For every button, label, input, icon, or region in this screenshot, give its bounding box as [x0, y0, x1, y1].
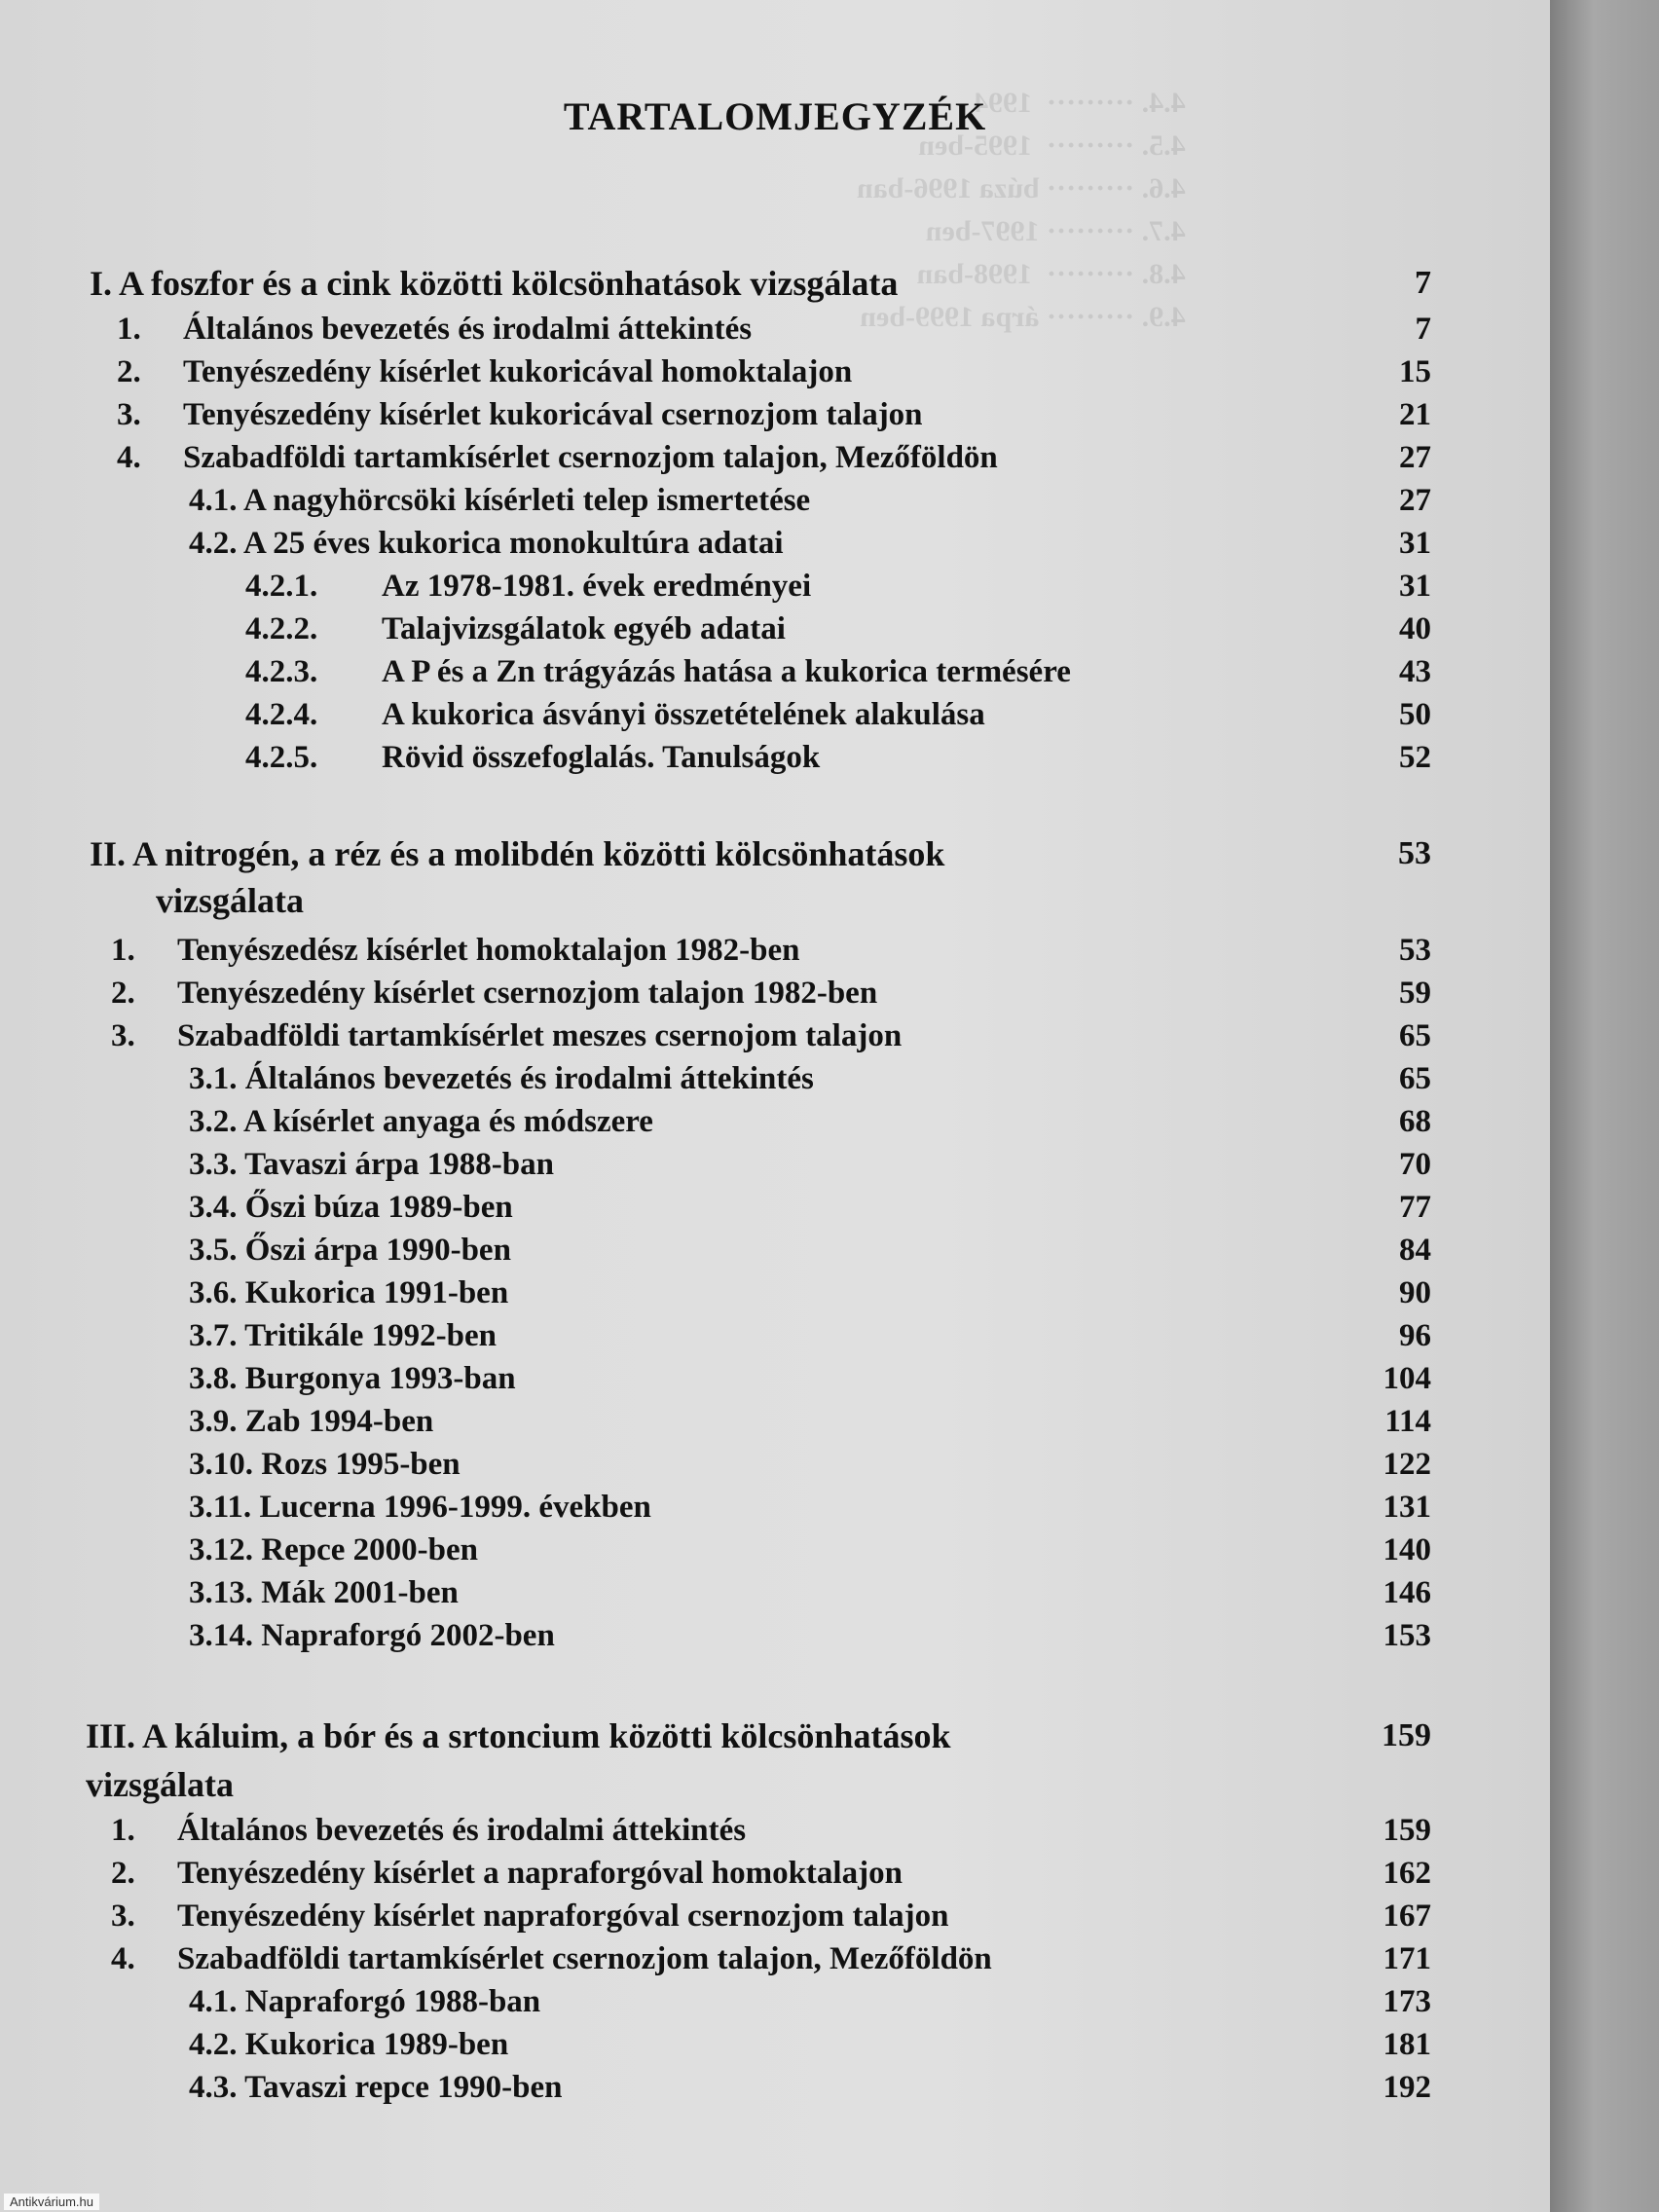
toc-page-number: 192: [1382, 2070, 1431, 2105]
toc-page-number: 43: [1399, 654, 1431, 689]
toc-entry-title: Tenyészedény kísérlet napraforgóval csernozjom talajon: [177, 1899, 949, 1934]
page-edge-shadow: [1550, 0, 1659, 2212]
toc-entry-number: 4.1.: [189, 483, 238, 518]
toc-entry-title: Tenyészedész kísérlet homoktalajon 1982-ben: [177, 933, 800, 968]
toc-page-number: 159: [1382, 1813, 1431, 1848]
toc-page-number: 7: [1415, 265, 1431, 301]
toc-page-number: 84: [1399, 1233, 1431, 1268]
toc-entry-number: 4.2.: [189, 526, 238, 561]
toc-page-number: 70: [1399, 1147, 1431, 1182]
toc-page-number: 31: [1399, 526, 1431, 561]
toc-page-number: 53: [1398, 835, 1431, 871]
toc-page-number: 7: [1415, 312, 1431, 347]
toc-page-number: 65: [1399, 1018, 1431, 1053]
toc-entry: [189, 1573, 459, 1612]
toc-entry-title: A nagyhörcsöki kísérleti telep ismertetése: [242, 483, 811, 518]
toc-entry-number: II.: [90, 834, 127, 873]
toc-entry-title: A foszfor és a cink közötti kölcsönhatások vizsgálata: [119, 264, 899, 303]
toc-page-number: 114: [1384, 1404, 1431, 1439]
toc-entry-number: 1.: [111, 1813, 135, 1848]
toc-entry-title: Tenyészedény kísérlet a napraforgóval homoktalajon: [177, 1856, 903, 1891]
toc-entry: [189, 1616, 555, 1655]
toc-page-number: 40: [1399, 611, 1431, 646]
toc-page-number: 59: [1399, 976, 1431, 1011]
toc-page-number: 159: [1382, 1717, 1431, 1753]
toc-page-number: 65: [1399, 1061, 1431, 1096]
toc-entry-number: 4.: [111, 1941, 135, 1976]
toc-page-number: 53: [1399, 933, 1431, 968]
toc-entry-number: 3.4.: [189, 1190, 238, 1225]
toc-page-number: 90: [1399, 1275, 1431, 1310]
toc-entry-number: 2.: [111, 976, 135, 1011]
toc-entry-title: Rövid összefoglalás. Tanulságok: [382, 740, 821, 775]
toc-chapter: [86, 1714, 950, 1758]
toc-page-number: 104: [1382, 1361, 1431, 1396]
toc-entry-title: Napraforgó 2002-ben: [261, 1618, 555, 1653]
toc-entry: [189, 524, 784, 563]
toc-entry-number: 3.5.: [189, 1233, 238, 1268]
toc-chapter-continuation: vizsgálata: [156, 881, 304, 920]
toc-entry-title: Zab 1994-ben: [244, 1404, 434, 1439]
toc-entry: [189, 1059, 814, 1098]
toc-entry-number: III.: [86, 1716, 136, 1755]
show-through-text: 4.4. ········· 1994 4.5. ········· 1995-ben 4.6. ········· búza 1996-ban 4.7. ········· 1997-ben 4.8. ········· 1998-ban 4.9. ········· árpa 1999-ben: [857, 87, 1186, 333]
toc-entry-title: Az 1978-1981. évek eredményei: [382, 569, 812, 604]
toc-entry-title: Szabadföldi tartamkísérlet csernozjom talajon, Mezőföldön: [183, 440, 998, 475]
toc-entry-title: Tenyészedény kísérlet csernozjom talajon 1982-ben: [177, 976, 878, 1011]
toc-entry-number: 3.: [111, 1899, 135, 1934]
toc-page-number: 27: [1399, 483, 1431, 518]
toc-entry-title: Repce 2000-ben: [261, 1532, 478, 1567]
toc-chapter: [90, 261, 898, 306]
toc-entry-number: 3.10.: [189, 1447, 253, 1482]
toc-page-number: 77: [1399, 1190, 1431, 1225]
toc-page-number: 140: [1382, 1532, 1431, 1567]
toc-entry-number: I.: [90, 264, 113, 303]
toc-page-number: 171: [1382, 1941, 1431, 1976]
watermark-badge: Antikvárium.hu: [4, 2194, 99, 2210]
toc-entry-number: 3.9.: [189, 1404, 238, 1439]
toc-entry-number: 1.: [111, 933, 135, 968]
toc-entry-title: Rozs 1995-ben: [261, 1447, 461, 1482]
toc-entry-title: A nitrogén, a réz és a molibdén közötti kölcsönhatások: [132, 834, 945, 873]
toc-entry-number: 4.2.5.: [245, 740, 318, 775]
toc-page-number: 122: [1382, 1447, 1431, 1482]
toc-page-number: 21: [1399, 397, 1431, 432]
toc-entry-title: A kísérlet anyaga és módszere: [242, 1104, 653, 1139]
toc-page-number: 15: [1399, 354, 1431, 389]
toc-entry: [189, 1273, 508, 1312]
toc-entry-title: Burgonya 1993-ban: [244, 1361, 516, 1396]
toc-entry-number: 4.2.3.: [245, 654, 318, 689]
toc-entry-number: 3.: [111, 1018, 135, 1053]
toc-entry-number: 2.: [111, 1856, 135, 1891]
toc-entry-title: Napraforgó 1988-ban: [244, 1984, 541, 2019]
toc-entry-number: 4.: [117, 440, 141, 475]
toc-page-number: 50: [1399, 697, 1431, 732]
toc-entry-title: Általános bevezetés és irodalmi áttekintés: [244, 1061, 814, 1096]
toc-entry-number: 3.6.: [189, 1275, 238, 1310]
toc-entry: [189, 1231, 511, 1270]
toc-entry-number: 1.: [117, 312, 141, 347]
toc-entry-title: Tenyészedény kísérlet kukoricával csernozjom talajon: [183, 397, 923, 432]
toc-entry: [189, 1488, 651, 1527]
toc-chapter-continuation: vizsgálata: [86, 1765, 234, 1804]
toc-entry: [189, 1188, 513, 1227]
toc-entry-number: 2.: [117, 354, 141, 389]
toc-entry-number: 3.: [117, 397, 141, 432]
toc-entry-title: Lucerna 1996-1999. években: [259, 1490, 651, 1525]
toc-entry: [189, 1145, 554, 1184]
toc-entry-number: 4.1.: [189, 1984, 238, 2019]
toc-entry-title: Őszi árpa 1990-ben: [244, 1233, 511, 1268]
toc-entry: [189, 1316, 497, 1355]
toc-chapter: [90, 831, 944, 876]
toc-entry-number: 3.7.: [189, 1318, 238, 1353]
toc-entry-number: 3.13.: [189, 1575, 253, 1610]
toc-entry: [189, 1402, 433, 1441]
toc-entry: [189, 2025, 508, 2064]
toc-entry-title: Talajvizsgálatok egyéb adatai: [382, 611, 786, 646]
toc-entry-title: A kukorica ásványi összetételének alakulása: [382, 697, 985, 732]
toc-entry-title: Tavaszi repce 1990-ben: [244, 2070, 563, 2105]
toc-entry-title: Kukorica 1989-ben: [244, 2027, 509, 2062]
toc-entry-title: Tavaszi árpa 1988-ban: [244, 1147, 554, 1182]
toc-entry: [189, 1359, 516, 1398]
toc-page-number: 181: [1382, 2027, 1431, 2062]
toc-entry-number: 3.1.: [189, 1061, 238, 1096]
toc-entry-title: Mák 2001-ben: [261, 1575, 459, 1610]
toc-entry-number: 3.3.: [189, 1147, 238, 1182]
toc-page-number: 52: [1399, 740, 1431, 775]
toc-page-number: 131: [1382, 1490, 1431, 1525]
toc-page-number: 146: [1382, 1575, 1431, 1610]
toc-page-number: 27: [1399, 440, 1431, 475]
toc-page-number: 96: [1399, 1318, 1431, 1353]
toc-entry-number: 3.14.: [189, 1618, 253, 1653]
toc-entry-title: A P és a Zn trágyázás hatása a kukorica termésére: [382, 654, 1071, 689]
toc-entry-number: 3.12.: [189, 1532, 253, 1567]
toc-entry-title: Kukorica 1991-ben: [244, 1275, 509, 1310]
toc-entry-number: 3.8.: [189, 1361, 238, 1396]
toc-page-number: 31: [1399, 569, 1431, 604]
toc-page-number: 162: [1382, 1856, 1431, 1891]
toc-entry-title: Szabadföldi tartamkísérlet meszes csernojom talajon: [177, 1018, 903, 1053]
toc-entry-number: 4.2.: [189, 2027, 238, 2062]
toc-entry-title: Szabadföldi tartamkísérlet csernozjom talajon, Mezőföldön: [177, 1941, 992, 1976]
toc-entry-title: A 25 éves kukorica monokultúra adatai: [242, 526, 784, 561]
toc-entry: [189, 1102, 653, 1141]
toc-entry: [189, 1445, 461, 1484]
toc-entry-title: Tenyészedény kísérlet kukoricával homoktalajon: [183, 354, 853, 389]
toc-entry-title: Általános bevezetés és irodalmi áttekintés: [177, 1813, 747, 1848]
toc-entry-title: Őszi búza 1989-ben: [244, 1190, 513, 1225]
toc-entry-number: 3.11.: [189, 1490, 252, 1525]
toc-entry-title: Általános bevezetés és irodalmi áttekintés: [183, 312, 753, 347]
toc-entry-number: 4.2.2.: [245, 611, 318, 646]
toc-entry: [189, 2068, 562, 2107]
toc-page-number: 173: [1382, 1984, 1431, 2019]
toc-entry-number: 4.3.: [189, 2070, 238, 2105]
page-title: TARTALOMJEGYZÉK: [563, 94, 987, 138]
toc-entry: [189, 481, 810, 520]
toc-entry-title: A káluim, a bór és a srtoncium közötti kölcsönhatások: [142, 1716, 951, 1755]
toc-page-number: 68: [1399, 1104, 1431, 1139]
toc-entry-number: 4.2.4.: [245, 697, 318, 732]
toc-page-number: 153: [1382, 1618, 1431, 1653]
toc-page-number: 167: [1382, 1899, 1431, 1934]
toc-entry-number: 4.2.1.: [245, 569, 318, 604]
toc-entry: [189, 1982, 540, 2021]
toc-entry: [189, 1530, 478, 1569]
toc-entry-number: 3.2.: [189, 1104, 238, 1139]
toc-entry-title: Tritikále 1992-ben: [244, 1318, 497, 1353]
